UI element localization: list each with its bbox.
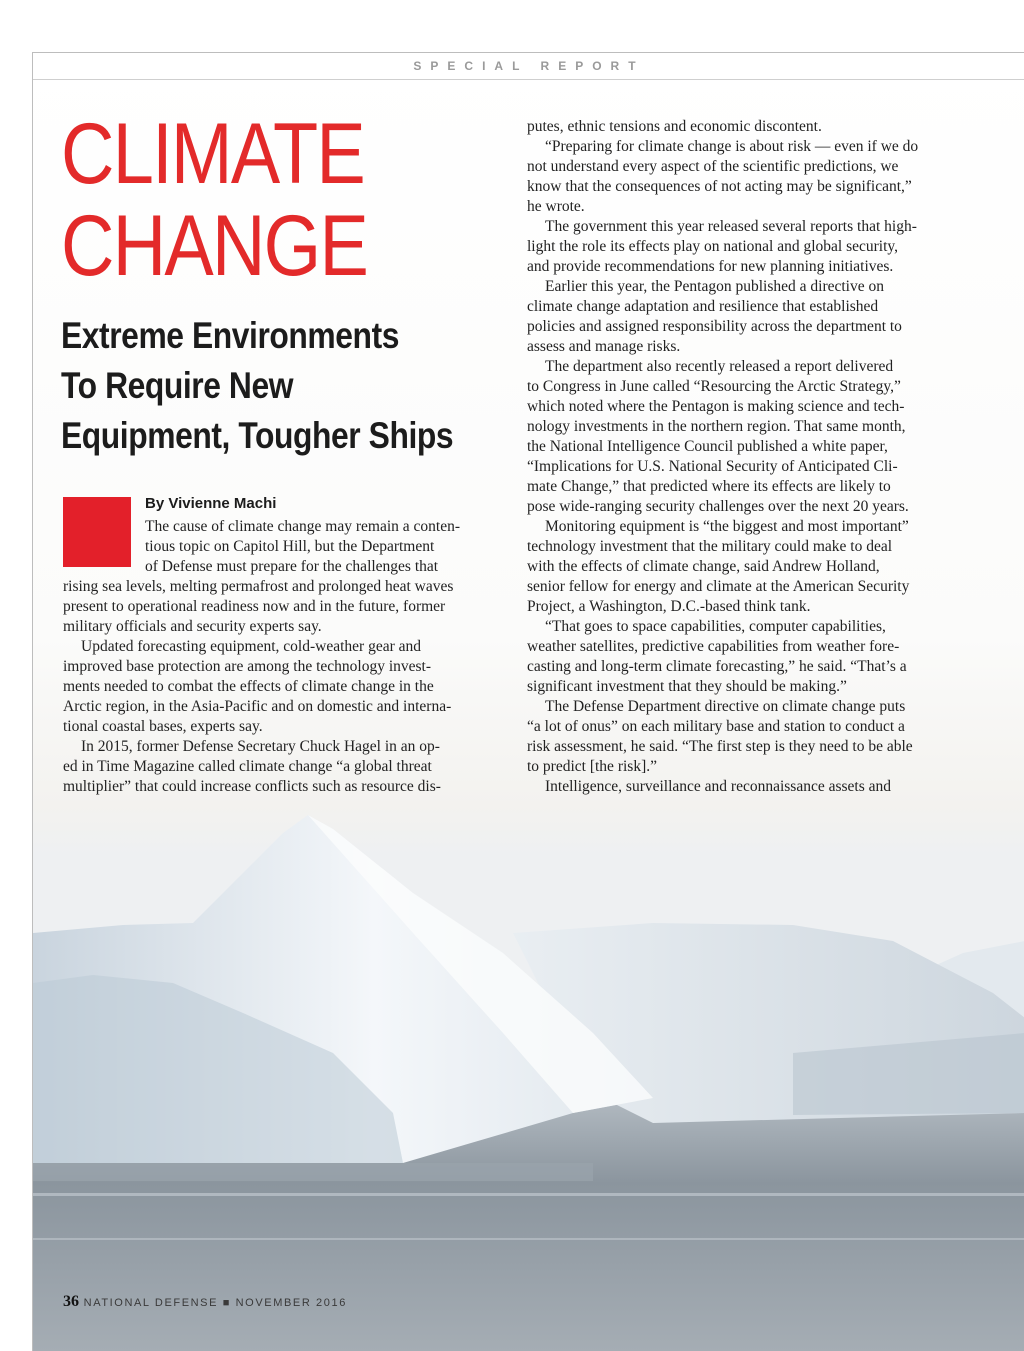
body-line: Intelligence, surveillance and reconnaissance assets and (545, 778, 892, 795)
body-line: The department also recently released a report delivered (545, 358, 894, 375)
section-header (33, 53, 1024, 80)
body-line: he wrote. (527, 198, 585, 215)
title-line: CLIMATE (61, 106, 365, 202)
body-line: to predict [the risk].” (527, 758, 657, 775)
body-line: know that the consequences of not acting may be significant,” (527, 178, 912, 195)
body-line: ments needed to combat the effects of climate change in the (63, 678, 434, 695)
body-line: present to operational readiness now and in the future, former (63, 598, 446, 615)
body-line: technology investment that the military could make to deal (527, 538, 893, 555)
body-line: Monitoring equipment is “the biggest and most important” (545, 518, 909, 535)
title-line: CHANGE (61, 198, 368, 294)
body-line: tious topic on Capitol Hill, but the Department (145, 538, 435, 555)
body-line: The government this year released several reports that high- (545, 218, 917, 235)
body-line: the National Intelligence Council published a white paper, (527, 438, 888, 455)
body-line: light the role its effects play on national and global security, (527, 238, 899, 255)
body-line: The Defense Department directive on climate change puts (545, 698, 906, 715)
body-line: nology investments in the northern region. That same month, (527, 418, 906, 435)
body-line: mate Change,” that predicted where its effects are likely to (527, 478, 891, 495)
page-number: 36 (63, 1293, 79, 1310)
page-footer (63, 1293, 347, 1311)
publication-name: NATIONAL DEFENSE (83, 1297, 219, 1309)
body-line: improved base protection are among the technology invest- (63, 658, 432, 675)
section-label: SPECIAL REPORT (413, 59, 645, 73)
subtitle-line: Equipment, Tougher Ships (61, 415, 454, 456)
body-line: casting and long-term climate forecasting,” he said. “That’s a (527, 658, 907, 675)
body-line: rising sea levels, melting permafrost and prolonged heat waves (63, 578, 454, 595)
body-line: Project, a Washington, D.C.-based think tank. (527, 598, 811, 615)
body-line: policies and assigned responsibility across the department to (527, 318, 902, 335)
body-line: Updated forecasting equipment, cold-weather gear and (81, 638, 421, 655)
body-line: “That goes to space capabilities, computer capabilities, (545, 618, 886, 635)
issue-date: NOVEMBER 2016 (235, 1297, 347, 1309)
body-line: tional coastal bases, experts say. (63, 718, 263, 735)
body-line: climate change adaptation and resilience that established (527, 298, 879, 315)
article-title (61, 108, 367, 292)
body-line: The cause of climate change may remain a conten- (145, 518, 461, 535)
body-line: and provide recommendations for new planning initiatives. (527, 258, 894, 275)
body-line: military officials and security experts say. (63, 618, 322, 635)
body-line: “Implications for U.S. National Security of Anticipated Cli- (527, 458, 898, 475)
body-line: of Defense must prepare for the challenges that (145, 558, 439, 575)
body-line: risk assessment, he said. “The first step is they need to be able (527, 738, 913, 755)
body-line: which noted where the Pentagon is making science and tech- (527, 398, 905, 415)
article-subtitle (61, 311, 453, 461)
body-line: “Preparing for climate change is about risk — even if we do (545, 138, 919, 155)
footer-separator: ■ (222, 1297, 231, 1309)
body-line: with the effects of climate change, said Andrew Holland, (527, 558, 880, 575)
body-line: not understand every aspect of the scientific predictions, we (527, 158, 899, 175)
body-line: senior fellow for energy and climate at the American Security (527, 578, 910, 595)
body-line: to Congress in June called “Resourcing the Arctic Strategy,” (527, 378, 901, 395)
body-line: assess and manage risks. (527, 338, 681, 355)
body-line: multiplier” that could increase conflicts such as resource dis- (63, 778, 441, 795)
body-line: In 2015, former Defense Secretary Chuck Hagel in an op- (81, 738, 440, 755)
magazine-page (32, 52, 1024, 1351)
body-line: “a lot of onus” on each military base and station to conduct a (527, 718, 905, 735)
body-line: pose wide-ranging security challenges over the next 20 years. (527, 498, 909, 515)
body-line: Earlier this year, the Pentagon published a directive on (545, 278, 884, 295)
subtitle-line: Extreme Environments (61, 315, 400, 356)
body-line: Arctic region, in the Asia-Pacific and on domestic and interna- (63, 698, 452, 715)
body-column-2 (527, 117, 918, 797)
subtitle-line: To Require New (61, 365, 294, 406)
body-line: significant investment that they should be making.” (527, 678, 847, 695)
body-line: ed in Time Magazine called climate change “a global threat (63, 758, 432, 775)
body-line: weather satellites, predictive capabilities from weather fore- (527, 638, 900, 655)
byline: By Vivienne Machi (145, 495, 277, 512)
drop-cap-block (63, 497, 131, 567)
body-line: putes, ethnic tensions and economic discontent. (527, 118, 822, 135)
